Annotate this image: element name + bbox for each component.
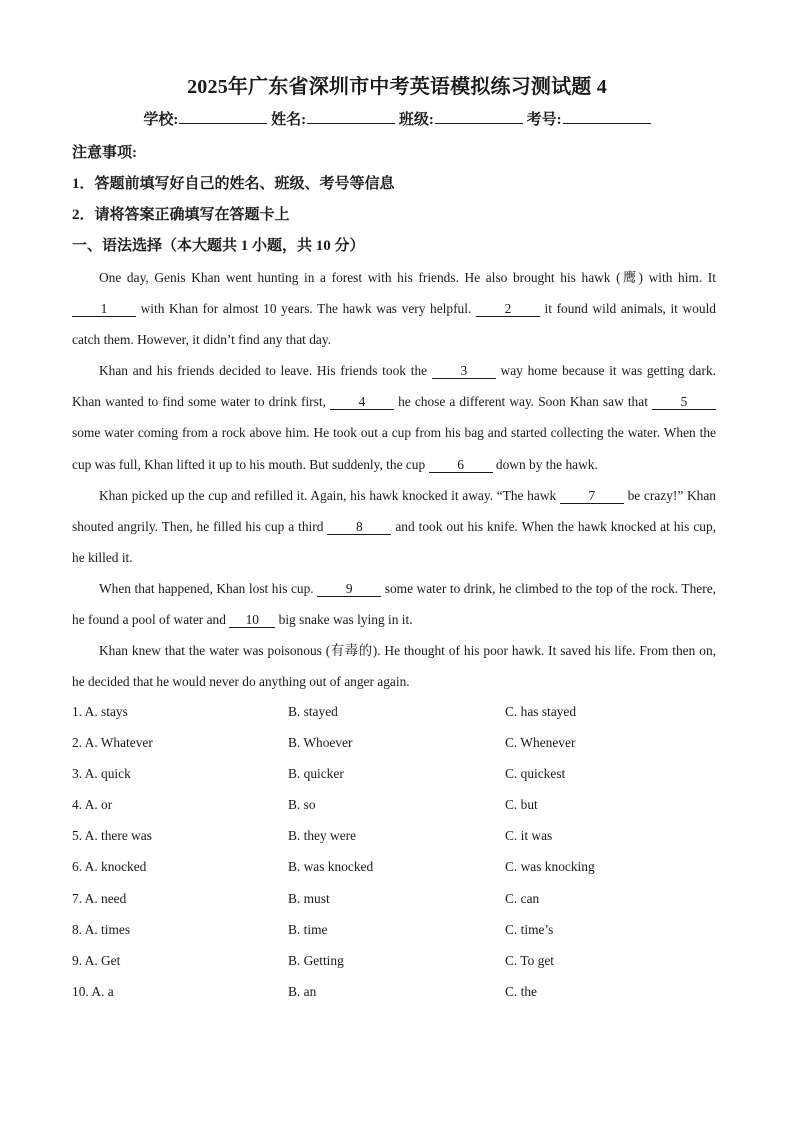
option-a: 10. A. a (72, 983, 114, 999)
passage-paragraph (72, 262, 716, 355)
answer-options (72, 700, 722, 1011)
blank-8: 8 (327, 520, 391, 535)
passage-text: it found wild animals, it would catch them. However, it didn’t find any that day. (72, 301, 716, 348)
reading-passage (72, 262, 716, 697)
passage-text: be crazy!” Khan shouted angrily. Then, he filled his cup a third (72, 487, 716, 534)
option-c: C. quickest (505, 766, 566, 782)
blank-9: 9 (317, 582, 381, 597)
passage-text: way home because it was getting dark. Khan wanted to find some water to drink first, (72, 363, 716, 410)
option-c: C. it was (505, 828, 553, 844)
option-b: B. must (288, 890, 330, 906)
school-blank[interactable] (179, 109, 267, 124)
name-blank[interactable] (307, 109, 395, 124)
class-label: 班级: (398, 112, 434, 128)
option-c: C. but (505, 797, 538, 813)
option-b: B. Getting (288, 952, 344, 968)
option-a: 9. A. Get (72, 952, 121, 968)
option-b: B. they were (288, 828, 357, 844)
option-a: 8. A. times (72, 921, 131, 937)
option-row (72, 980, 722, 1011)
passage-paragraph (72, 355, 716, 479)
notes-heading: 注意事项: (72, 145, 137, 161)
option-b: B. so (288, 797, 316, 813)
option-b: B. time (288, 921, 328, 937)
option-row (72, 855, 722, 886)
passage-paragraph (72, 573, 716, 635)
section-title: 一、语法选择（本大题共 1 小题，共 10 分） (72, 238, 365, 254)
option-row (72, 762, 722, 793)
option-a: 5. A. there was (72, 828, 152, 844)
blank-6: 6 (429, 458, 493, 473)
passage-text: some water coming from a rock above him. He took out a cup from his bag and started collecting the water. When the cup was full, Khan lifted it up to his mouth. But suddenly, the cup (72, 425, 716, 472)
passage-text: When that happened, Khan lost his cup. (99, 580, 318, 596)
option-a: 3. A. quick (72, 766, 131, 782)
passage-text: Khan picked up the cup and refilled it. Again, his hawk knocked it away. “The hawk (99, 487, 560, 503)
blank-10: 10 (229, 613, 275, 628)
option-a: 1. A. stays (72, 704, 128, 719)
option-row (72, 824, 722, 855)
option-a: 4. A. or (72, 797, 113, 813)
school-label: 学校: (143, 112, 179, 128)
option-a: 2. A. Whatever (72, 735, 153, 751)
note-item: 1．答题前填写好自己的姓名、班级、考号等信息 (72, 176, 395, 192)
option-a: 6. A. knocked (72, 859, 147, 875)
option-c: C. has stayed (505, 704, 577, 719)
option-row (72, 949, 722, 980)
passage-text: and took out his knife. When the hawk knocked at his cup, he killed it. (72, 518, 717, 565)
page-title: 2025年广东省深圳市中考英语模拟练习测试题 4 (187, 76, 607, 98)
passage-text: big snake was lying in it. (275, 612, 413, 628)
option-b: B. Whoever (288, 735, 353, 751)
passage-text: he chose a different way. Soon Khan saw that (394, 394, 652, 410)
passage-text: Khan knew that the water was poisonous (有毒的). He thought of his poor hawk. It saved his life. From then on, he decided that he would never do anything out of anger again. (72, 643, 716, 690)
class-blank[interactable] (435, 109, 523, 124)
passage-text: some water to drink, he climbed to the top of the rock. There, he found a pool of water and (72, 580, 716, 628)
passage-text: with Khan for almost 10 years. The hawk was very helpful. (136, 301, 476, 317)
option-c: C. To get (505, 952, 555, 968)
option-row (72, 700, 722, 731)
option-c: C. time’s (505, 921, 554, 937)
option-c: C. was knocking (505, 859, 595, 875)
blank-1: 1 (72, 302, 136, 317)
option-b: B. stayed (288, 704, 338, 719)
blank-7: 7 (560, 489, 624, 504)
option-b: B. quicker (288, 766, 344, 782)
option-a: 7. A. need (72, 890, 127, 906)
student-info-line (0, 108, 794, 129)
option-b: B. an (288, 983, 317, 999)
option-b: B. was knocked (288, 859, 374, 875)
name-label: 姓名: (271, 112, 307, 128)
blank-5: 5 (652, 395, 716, 410)
passage-paragraph (72, 635, 716, 697)
note-item: 2．请将答案正确填写在答题卡上 (72, 207, 290, 223)
option-row (72, 887, 722, 918)
passage-text: One day, Genis Khan went hunting in a forest with his friends. He also brought his hawk (鹰) with him. It (99, 270, 716, 285)
option-row (72, 918, 722, 949)
passage-text: down by the hawk. (492, 456, 598, 472)
option-row (72, 793, 722, 824)
passage-paragraph (72, 480, 716, 573)
blank-2: 2 (476, 302, 540, 317)
exam-number-blank[interactable] (563, 109, 651, 124)
option-c: C. can (505, 890, 540, 906)
passage-text: Khan and his friends decided to leave. His friends took the (99, 363, 432, 379)
blank-4: 4 (330, 395, 394, 410)
option-row (72, 731, 722, 762)
option-c: C. Whenever (505, 735, 576, 751)
exam-number-label: 考号: (526, 112, 562, 128)
option-c: C. the (505, 983, 537, 999)
blank-3: 3 (432, 364, 496, 379)
